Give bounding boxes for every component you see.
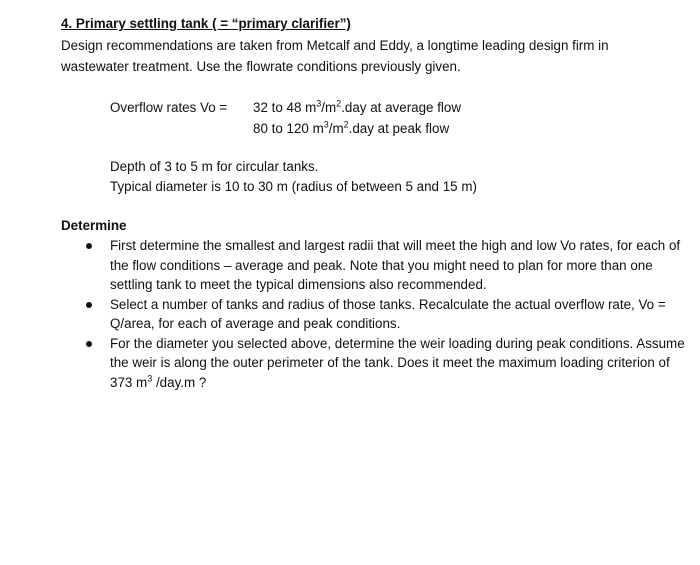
bullet-text: Select a number of tanks and radius of those tanks. Recalculate the actual overflow rate, Vo = Q/area, for each of average and peak conditions. bbox=[110, 296, 666, 331]
overflow-rate-average bbox=[110, 97, 461, 118]
average-rate-value: 32 to 48 m bbox=[253, 100, 317, 115]
bullet-dot-icon bbox=[86, 243, 92, 249]
section-heading: 4. Primary settling tank ( = “primary clarifier”) bbox=[61, 16, 351, 31]
diameter-line: Typical diameter is 10 to 30 m (radius of between 5 and 15 m) bbox=[110, 179, 477, 194]
peak-rate-suffix: .day at peak flow bbox=[348, 121, 450, 136]
superscript-3: 3 bbox=[323, 119, 329, 130]
overflow-rates-block bbox=[110, 97, 461, 139]
list-item bbox=[86, 295, 686, 334]
depth-line: Depth of 3 to 5 m for circular tanks. bbox=[110, 159, 319, 174]
determine-heading: Determine bbox=[61, 218, 127, 233]
tank-dimensions-block bbox=[110, 157, 477, 197]
overflow-rate-label: Overflow rates Vo = bbox=[110, 100, 228, 115]
superscript-3: 3 bbox=[316, 98, 322, 109]
bullet-text-tail: /day.m ? bbox=[152, 374, 207, 390]
average-rate-suffix: .day at average flow bbox=[341, 100, 462, 115]
bullet-dot-icon bbox=[86, 341, 92, 347]
superscript-3: 3 bbox=[147, 373, 153, 384]
intro-paragraph: Design recommendations are taken from Metcalf and Eddy, a longtime leading design firm in wastewater treatment. Use the flowrate conditions previously given. bbox=[61, 38, 609, 74]
overflow-rate-peak bbox=[110, 118, 461, 139]
list-item bbox=[86, 334, 686, 393]
bullet-text: For the diameter you selected above, determine the weir loading during peak conditions. Assume the weir is along the outer perimeter of the tank. Does it meet the maximum loading criterion of 373 m bbox=[110, 335, 685, 390]
peak-rate-unit: /m bbox=[328, 121, 344, 136]
average-rate-unit: /m bbox=[321, 100, 337, 115]
bullet-dot-icon bbox=[86, 302, 92, 308]
superscript-2: 2 bbox=[336, 98, 342, 109]
bullet-text: First determine the smallest and largest radii that will meet the high and low Vo rates, for each of the flow conditions – average and peak. Note that you might need to plan for more than one settling tank to meet the typical dimensions also recommended. bbox=[110, 238, 681, 292]
list-item bbox=[86, 236, 686, 295]
superscript-2: 2 bbox=[343, 119, 349, 130]
peak-rate-value: 80 to 120 m bbox=[253, 121, 324, 136]
determine-bullet-list bbox=[86, 236, 686, 392]
